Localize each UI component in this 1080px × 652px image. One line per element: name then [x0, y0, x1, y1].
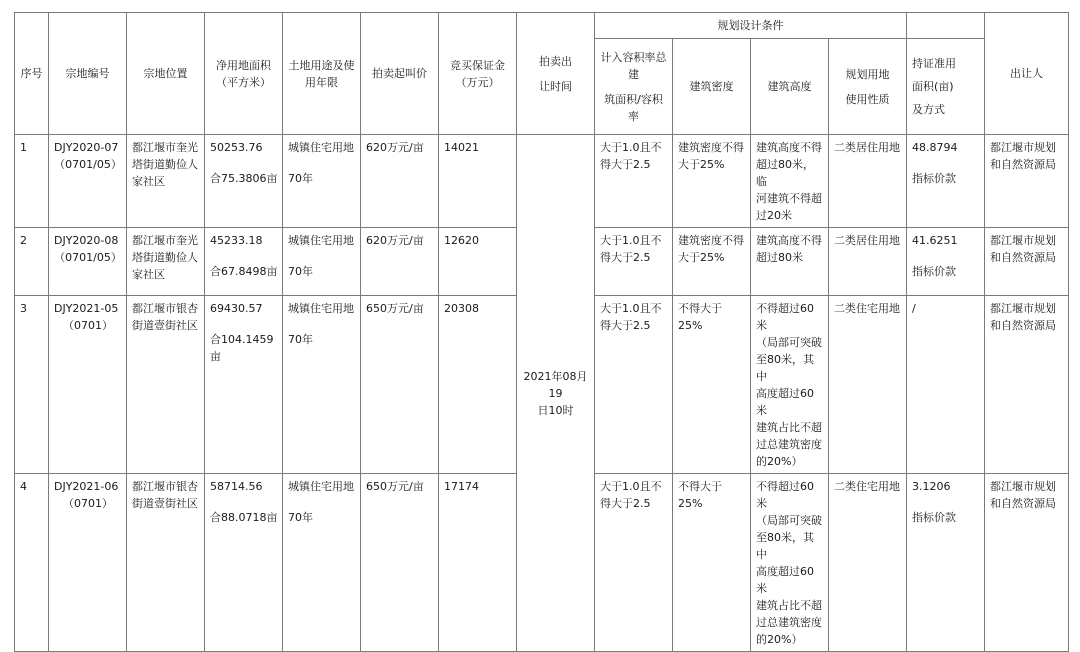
- header-deposit: 竞买保证金 （万元）: [439, 13, 517, 135]
- header-location: 宗地位置: [127, 13, 205, 135]
- cell-auction-time: 2021年08月19 日10时: [517, 135, 595, 652]
- cell-density: 不得大于25%: [673, 296, 751, 474]
- cell-far: 大于1.0且不 得大于2.5: [595, 228, 673, 296]
- cell-quota: 3.1206 指标价款: [907, 474, 985, 652]
- land-auction-table-container: [14, 12, 1069, 652]
- cell-deposit: 14021: [439, 135, 517, 228]
- cell-deposit: 20308: [439, 296, 517, 474]
- cell-planning-use: 二类住宅用地: [829, 474, 907, 652]
- header-planning-conditions: 规划设计条件: [595, 13, 907, 39]
- cell-grantor: 都江堰市规划 和自然资源局: [985, 135, 1069, 228]
- cell-height: 建筑高度不得 超过80米: [751, 228, 829, 296]
- cell-density: 建筑密度不得 大于25%: [673, 135, 751, 228]
- cell-location: 都江堰市银杏 街道壹街社区: [127, 474, 205, 652]
- cell-seq: 1: [15, 135, 49, 228]
- cell-net-area: 50253.76 合75.3806亩: [205, 135, 283, 228]
- cell-quota: /: [907, 296, 985, 474]
- cell-seq: 4: [15, 474, 49, 652]
- header-parcel-no: 宗地编号: [49, 13, 127, 135]
- header-planning-use: 规划用地 使用性质: [829, 39, 907, 135]
- cell-seq: 2: [15, 228, 49, 296]
- cell-land-use: 城镇住宅用地 70年: [283, 474, 361, 652]
- cell-land-use: 城镇住宅用地 70年: [283, 228, 361, 296]
- header-start-price: 拍卖起叫价: [361, 13, 439, 135]
- cell-net-area: 45233.18 合67.8498亩: [205, 228, 283, 296]
- cell-grantor: 都江堰市规划 和自然资源局: [985, 296, 1069, 474]
- cell-grantor: 都江堰市规划 和自然资源局: [985, 474, 1069, 652]
- cell-height: 不得超过60米 （局部可突破 至80米，其中 高度超过60米 建筑占比不超 过总建筑密度 的20%）: [751, 474, 829, 652]
- header-auction-time: 拍卖出 让时间: [517, 13, 595, 135]
- cell-parcel-no: DJY2021-05 （0701）: [49, 296, 127, 474]
- cell-location: 都江堰市奎光 塔街道勤俭人 家社区: [127, 135, 205, 228]
- cell-deposit: 17174: [439, 474, 517, 652]
- header-height: 建筑高度: [751, 39, 829, 135]
- cell-net-area: 58714.56 合88.0718亩: [205, 474, 283, 652]
- header-quota-top: [907, 13, 985, 39]
- header-net-area: 净用地面积 （平方米）: [205, 13, 283, 135]
- header-seq: 序号: [15, 13, 49, 135]
- cell-start-price: 650万元/亩: [361, 296, 439, 474]
- table-row: [15, 135, 1069, 228]
- cell-parcel-no: DJY2020-08 （0701/05）: [49, 228, 127, 296]
- cell-parcel-no: DJY2020-07 （0701/05）: [49, 135, 127, 228]
- cell-location: 都江堰市银杏 街道壹街社区: [127, 296, 205, 474]
- cell-net-area: 69430.57 合104.1459亩: [205, 296, 283, 474]
- cell-planning-use: 二类居住用地: [829, 228, 907, 296]
- header-density: 建筑密度: [673, 39, 751, 135]
- cell-density: 建筑密度不得 大于25%: [673, 228, 751, 296]
- cell-density: 不得大于25%: [673, 474, 751, 652]
- cell-quota: 48.8794 指标价款: [907, 135, 985, 228]
- header-land-use: 土地用途及使 用年限: [283, 13, 361, 135]
- land-auction-table: [14, 12, 1069, 652]
- header-quota: 持证准用 面积(亩) 及方式: [907, 39, 985, 135]
- cell-far: 大于1.0且不 得大于2.5: [595, 296, 673, 474]
- cell-height: 不得超过60米 （局部可突破 至80米，其中 高度超过60米 建筑占比不超 过总建筑密度 的20%）: [751, 296, 829, 474]
- cell-seq: 3: [15, 296, 49, 474]
- cell-quota: 41.6251 指标价款: [907, 228, 985, 296]
- cell-start-price: 620万元/亩: [361, 228, 439, 296]
- cell-planning-use: 二类住宅用地: [829, 296, 907, 474]
- cell-height: 建筑高度不得 超过80米，临 河建筑不得超 过20米: [751, 135, 829, 228]
- header-grantor: 出让人: [985, 13, 1069, 135]
- cell-grantor: 都江堰市规划 和自然资源局: [985, 228, 1069, 296]
- cell-land-use: 城镇住宅用地 70年: [283, 135, 361, 228]
- cell-parcel-no: DJY2021-06 （0701）: [49, 474, 127, 652]
- cell-start-price: 650万元/亩: [361, 474, 439, 652]
- cell-land-use: 城镇住宅用地 70年: [283, 296, 361, 474]
- header-far: 计入容积率总 建 筑面积/容积 率: [595, 39, 673, 135]
- cell-deposit: 12620: [439, 228, 517, 296]
- cell-location: 都江堰市奎光 塔街道勤俭人 家社区: [127, 228, 205, 296]
- cell-start-price: 620万元/亩: [361, 135, 439, 228]
- cell-planning-use: 二类居住用地: [829, 135, 907, 228]
- cell-far: 大于1.0且不 得大于2.5: [595, 135, 673, 228]
- cell-far: 大于1.0且不 得大于2.5: [595, 474, 673, 652]
